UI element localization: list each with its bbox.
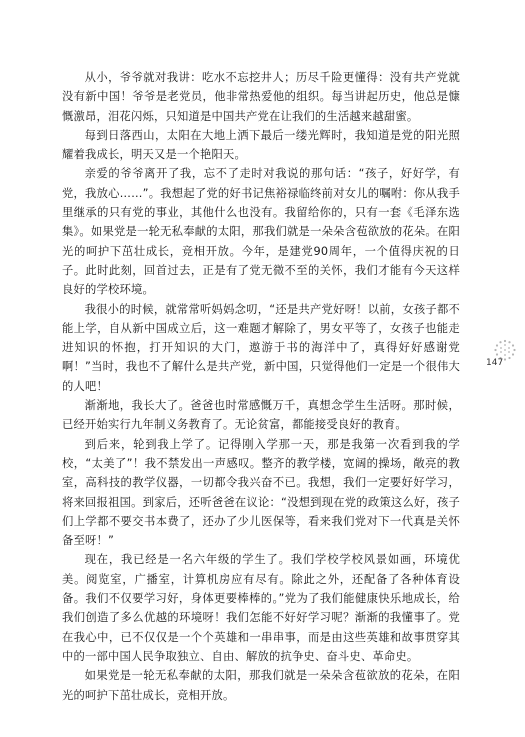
- paragraph-2: 每到日落西山，太阳在大地上洒下最后一缕光辉时，我知道是党的阳光照耀着我成长，明天又是一个艳阳天。: [62, 128, 460, 162]
- paragraph-4: 我很小的时候，就常常听妈妈念叨，“还是共产党好呀！以前，女孩子都不能上学，自从新中国成立后，这一难题才解除了，男女平等了，女孩子也能走进知识的怀抱，打开知识的大门，遨游于书的海洋中了，真得好好感谢党啊！”当时，我也不了解什么是共产党，新中国，只觉得他们一定是一个很伟大的人吧！: [62, 302, 460, 393]
- paragraph-7: 现在，我已经是一名六年级的学生了。我们学校学校风景如画，环境优美。阅览室，广播室，计算机房应有尽有。除此之外，还配备了各种体育设备。我们不仅要学习好，身体更要棒棒的。”党为了我们能健康快乐地成长，给我们创造了多么优越的环境呀！我们怎能不好好学习呢？渐渐的我懂事了。党在我心中，已不仅仅是一个个英雄和一串串事，而是由这些英雄和故事贯穿其中的一部中国人民争取独立、自由、解放的抗争史、奋斗史、革命史。: [62, 553, 460, 663]
- paragraph-3: 亲爱的爷爷离开了我，忘不了走时对我说的那句话：“孩子，好好学，有党，我放心……”。我想起了党的好书记焦裕禄临终前对女儿的嘱咐：你从我手里继承的只有党的事业，其他什么也没有。我留给你的，只有一套《毛泽东选集》。如果党是一轮无私奉献的太阳，那我们就是一朵朵含苞欲放的花朵。在阳光的呵护下茁壮成长，竞相开放。今年，是建党90周年，一个值得庆祝的日子。此时此刻，回首过去，正是有了党无微不至的关怀，我们才能有今天这样良好的学校环境。: [62, 167, 460, 297]
- paragraph-8: 如果党是一轮无私奉献的太阳，那我们就是一朵朵含苞欲放的花朵，在阳光的呵护下茁壮成长，竞相开放。: [62, 669, 460, 702]
- paragraph-1: 从小，爷爷就对我讲：吃水不忘挖井人；历尽千险更懂得：没有共产党就没有新中国！爷爷是老党员，他非常热爱他的组织。每当讲起历史，他总是慷慨激昂，泪花闪烁，只知道是中国共产党在让我们的生活越来越甜蜜。: [62, 71, 460, 123]
- paragraph-6: 到后来，轮到我上学了。记得刚入学那一天，那是我第一次看到我的学校，“太美了”！我不禁发出一声感叹。整齐的教学楼，宽阔的操场，敞亮的教室，高科技的教学仪器，一切都令我兴奋不已。我想，我们一定要好好学习，将来回报祖国。到家后，还听爸爸在议论：“没想到现在党的政策这么好，孩子们上学都不要交书本费了，还办了少儿医保等，看来我们党对下一代真是关怀备至呀！”: [62, 437, 460, 548]
- body-text: [62, 68, 460, 705]
- paragraph-5: 渐渐地，我长大了。爸爸也时常感慨万千，真想念学生生活呀。那时候，已经开始实行九年制义务教育了。无论贫富，都能接受良好的教育。: [62, 399, 460, 432]
- page-number: 147: [486, 358, 504, 368]
